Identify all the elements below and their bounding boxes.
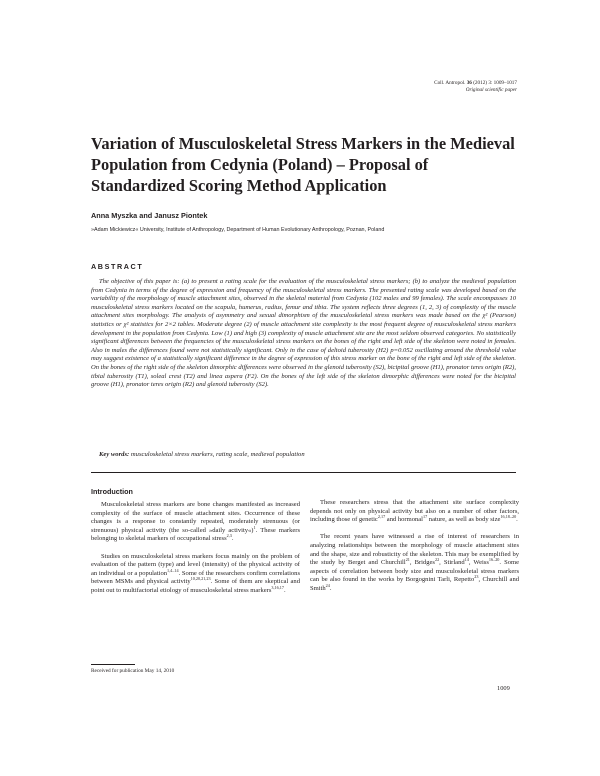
article-type: Original scientific paper (465, 87, 517, 94)
right-column (310, 499, 519, 602)
keywords (99, 451, 519, 458)
authors: Anna Myszka and Janusz Piontek (91, 211, 208, 220)
footnote-divider (91, 664, 135, 665)
introduction-heading: Introduction (91, 487, 133, 496)
intro-paragraph-4: The recent years have witnessed a rise of interest of researchers in analyzing relationships between the morphology of muscle attachment sites and the shape, size and robusticity of the skeleton. This may be exemplified by the study by Berget and Churchill$^{21}$, Bridges$^{22}$, Stirland$^{14}$, Weiss$^{16-20}$. Some aspects of correlation between body size and musculoskeletal stress markers can be also found in the works by Borgognini Tarli, Repetto$^{23}$, Churchill and Smith$^{24}$. (310, 533, 520, 592)
affiliation: »Adam Mickiewicz« University, Institute of Anthropology, Department of Human Evolutionary Anthropology, Poznan, Poland (91, 227, 385, 233)
keywords-label: Key words: (99, 451, 130, 458)
journal-volume: 36 (466, 80, 472, 86)
keywords-value: musculoskeletal stress markers, rating scale, medieval population (130, 451, 305, 458)
intro-paragraph-3: These researchers stress that the attachment site surface complexity depends not only on physical activity but also on a number of other factors, including those of genetic$^{2,17}$ and hormonal$^{17}$ nature, as well as body size$^{16,18-20}$. (310, 499, 519, 524)
abstract-heading: ABSTRACT (91, 262, 144, 271)
intro-paragraph-1: Musculoskeletal stress markers are bone changes manifested as increased complexity of the surface of muscle attachment sites. Occurrence of these changes is a response to constantly repeated, moderately strenuous (or strenuous) physical activity (the so-called »daily activity«)$^1$. These markers belonging to skeletal markers of occupational stress$^{2,3}$. (91, 501, 300, 543)
abstract-text: The objective of this paper is: (a) to present a rating scale for the evaluation of the musculoskeletal stress markers; (b) to analyze the medieval population from Cedynia in terms of the degree of expression and frequency of the musculoskeletal stress markers. The presented rating scale was developed based on the variability of the morphology of muscle attachment sites, observed in the skeletal material from Cedynia (102 males and 99 females). The scale encompasses 10 musculoskeletal stress markers located on the scapula, humerus, radius, femur and tibia. The system reflects three degrees (1, 2, 3) of complexity of the muscle attachment sites morphology. The analysis of asymmetry and sexual dimorphism of the musculoskeletal stress markers was made based on the χ² (Pearson) statistics or χ² statistics for 2×2 tables. Moderate degree (2) of muscle attachment site complexity is the most frequent degree of musculoskeletal stress markers development in the population from Cedynia. Low (1) and high (3) complexity of muscle attachment site are the most seldom observed categories. No statistically significant differences between the frequencies of the musculoskeletal stress markers on the bones of the right and left side of the skeleton were noted in females. Also in males the differences found were not statistically significant. Only in the case of deltoid tuberosity (H2) p=0.052 oscillating around the threshold value may suggest existence of a statistically significant difference in the degree of expression of this stress marker on the bone of the right and left side of the skeleton. On the bones of the right side of the skeleton dimorphic differences were observed in the glenoid tuberosity (S2), bicipital groove (H1), pronator teres origin (R2), tibial tuberosity (T1), soleal crest (T2) and linea aspera (F2). On the bones of the left side of the skeleton dimorphic differences were noted for the bicipital groove (H1), pronator teres origin (R2) and glenoid tuberosity (S2). (91, 278, 516, 389)
journal-header (434, 80, 517, 95)
intro-paragraph-2: Studies on musculoskeletal stress markers focus mainly on the problem of evaluation of the pattern (type) and level (intensity) of the physical activity of an individual or a population$^{1,4-14}$. Some of the researchers confirm correlations between MSMs and physical activity$^{10,20,21,23}$. Some of them are skeptical and point out to multifactorial etiology of musculoskeletal stress markers$^{3,16,17}$. (91, 552, 301, 594)
journal-reference: Coll. Antropol. 36 (2012) 3: 1009–1017 (434, 80, 517, 86)
section-divider (91, 472, 516, 473)
page-number: 1009 (497, 685, 510, 692)
received-footnote: Received for publication May 14, 2010 (91, 668, 175, 674)
paper-title: Variation of Musculoskeletal Stress Markers in the Medieval Population from Cedynia (Poland) – Proposal of Standardized Scoring Method Application (91, 134, 515, 195)
left-column (91, 501, 300, 604)
